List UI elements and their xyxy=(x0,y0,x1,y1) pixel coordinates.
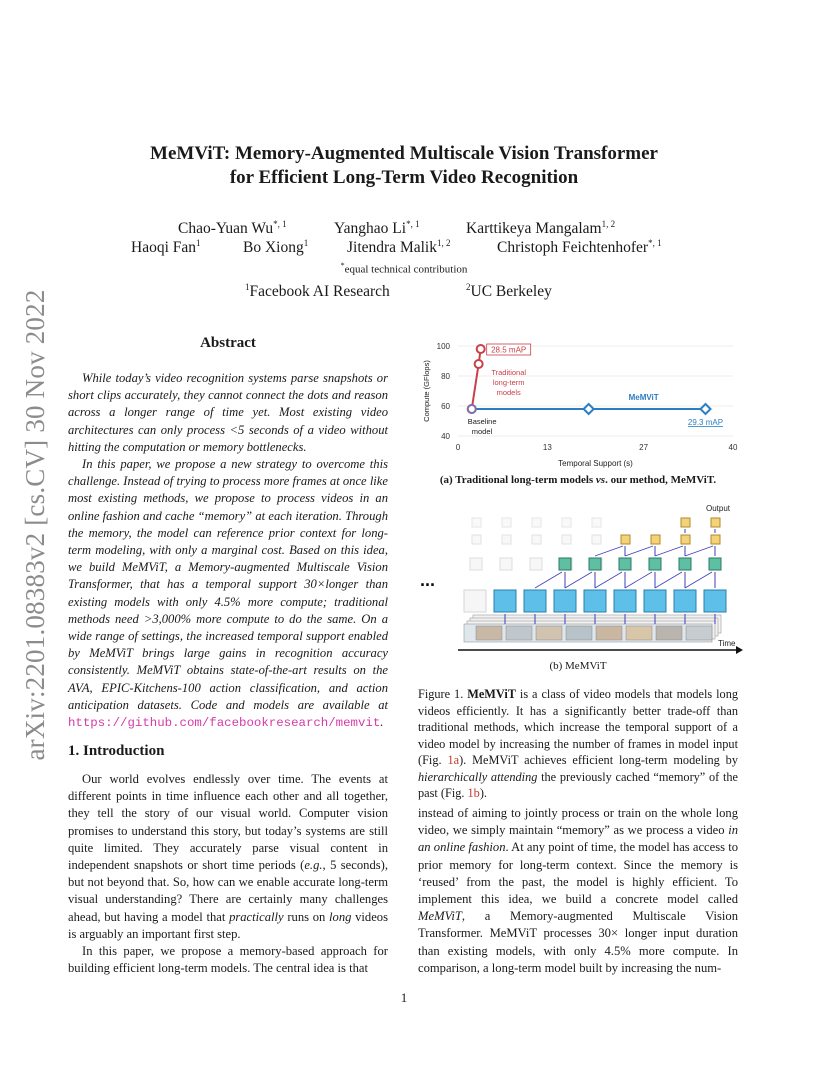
current-token-bottom xyxy=(494,590,516,612)
memory-attention-arrow xyxy=(685,572,712,588)
author-mangalam: Karttikeya Mangalam$^{1, 2}$ xyxy=(466,219,616,238)
mid-level-token xyxy=(649,558,661,570)
memory-token-top xyxy=(532,518,541,527)
introduction-heading: 1. Introduction xyxy=(68,743,165,759)
baseline-label: Baseline xyxy=(467,417,497,426)
current-token-bottom xyxy=(674,590,696,612)
author-li: Yanghao $Li^{*, 1}$ xyxy=(334,219,420,238)
video-frame-thumbnail xyxy=(536,626,562,640)
right-column-body xyxy=(418,805,738,977)
affiliation-berkeley: $^2$UC Berkeley xyxy=(466,282,552,301)
memory-token-top xyxy=(562,518,571,527)
x-tick-label: 27 xyxy=(639,443,649,452)
current-token-bottom xyxy=(554,590,576,612)
current-token-bottom xyxy=(704,590,726,612)
figure-1b-caption: (b) MeMViT xyxy=(549,660,607,672)
paper-title xyxy=(90,142,718,190)
memory-token-top xyxy=(502,518,511,527)
time-axis-arrowhead xyxy=(736,646,743,654)
abstract-body xyxy=(68,370,388,732)
memory-token-mid xyxy=(470,558,482,570)
video-frame-thumbnail xyxy=(506,626,532,640)
mid-level-token xyxy=(619,558,631,570)
memory-attention-arrow xyxy=(625,572,652,588)
current-token-bottom xyxy=(644,590,666,612)
output-token xyxy=(681,518,690,527)
baseline-point xyxy=(468,405,476,413)
equal-contribution-note: *equal technical contribution xyxy=(340,261,468,276)
y-tick-label: 80 xyxy=(441,372,450,381)
author-feichtenhofer: Christoph Feichtenhofer$^{*, 1}$ xyxy=(497,238,662,257)
mid-level-token xyxy=(559,558,571,570)
page-number: 1 xyxy=(400,990,408,1005)
traditional-models-label: models xyxy=(496,388,521,397)
x-tick-label: 0 xyxy=(455,443,461,452)
memory-token-top xyxy=(472,535,481,544)
arxiv-identifier: arXiv:2201.08383v2 [cs.CV] 30 Nov 2022 xyxy=(20,289,50,761)
output-token xyxy=(711,518,720,527)
abstract-paragraph-2: In this paper, we propose a new strategy to overcome this challenge. Instead of trying to process more frames at once like most existing methods, we propose to process videos in an online fashion and cache “memory” at each iteration. Through the memory, the model can reference prior context for long-term modeling, with only a marginal cost. Based on this idea, we build MeMViT, a Memory-augmented Multiscale Vision Transformer, that has a temporal support 30×longer than existing models with only 4.5% more compute; traditional methods need >3,000% more compute to do the same. On a wide range of settings, the increased temporal support enabled by MeMViT brings large gains in recognition accuracy consistently. MeMViT obtains state-of-the-art results on the AVA, EPIC-Kitchens-100 action classification, and action anticipation datasets. Code and models are available at https://github.com/facebookresearch/memvit. xyxy=(68,457,388,731)
output-label: Output xyxy=(705,504,731,513)
baseline-label: model xyxy=(471,427,493,436)
memory-token-bottom xyxy=(464,590,486,612)
traditional-point xyxy=(477,345,485,353)
memvit-point xyxy=(701,404,711,414)
video-frame-thumbnail xyxy=(596,626,622,640)
title-line-2: for Efficient Long-Term Video Recognition xyxy=(229,167,579,188)
traditional-models-label: Traditional xyxy=(491,368,527,377)
figure-1a-caption: (a) Traditional long-term models vs. our method, MeMViT. xyxy=(439,474,717,486)
x-tick-label: 40 xyxy=(728,443,738,452)
current-token-bottom xyxy=(584,590,606,612)
memory-token-top xyxy=(502,535,511,544)
video-frame-thumbnail xyxy=(626,626,652,640)
title-line-1: MeMViT: Memory-Augmented Multiscale Vision Transformer xyxy=(150,143,658,164)
video-frame-thumbnail xyxy=(656,626,682,640)
figure-1-caption: Figure 1. MeMViT is a class of video models that models long videos efficiently. It has a significantly better trade-off than traditional methods, which increase the temporal support of a video model by increasing the number of frames in model input (Fig. 1a). MeMViT achieves efficient long-term modeling by hierarchically attending the previously cached “memory” of the past (Fig. 1b). xyxy=(418,687,738,800)
top-level-token xyxy=(711,535,720,544)
memory-token-top xyxy=(592,535,601,544)
memory-token-top xyxy=(592,518,601,527)
memory-attention-arrow xyxy=(595,546,623,556)
memory-attention-arrow xyxy=(625,546,653,556)
author-wu: Chao-Yuan $Wu^{*, 1}$ xyxy=(178,219,287,238)
memvit-map-label: 29.3 mAP xyxy=(687,418,724,427)
current-token-bottom xyxy=(524,590,546,612)
top-level-token xyxy=(651,535,660,544)
traditional-series-line xyxy=(472,349,481,409)
memory-attention-arrow xyxy=(565,572,592,588)
video-frame-thumbnail xyxy=(476,626,502,640)
memory-attention-arrow xyxy=(595,572,622,588)
memory-token-mid xyxy=(500,558,512,570)
memory-attention-arrow xyxy=(535,572,562,588)
intro-paragraph-2: In this paper, we propose a memory-based approach for building efficient long-term models. The central idea is that xyxy=(68,944,388,976)
mid-level-token xyxy=(709,558,721,570)
video-frame-thumbnail xyxy=(686,626,712,640)
traditional-point xyxy=(475,360,483,368)
figure-ref-1a[interactable]: 1a xyxy=(447,753,460,767)
memory-attention-arrow xyxy=(685,546,713,556)
top-level-token xyxy=(681,535,690,544)
mid-level-token xyxy=(679,558,691,570)
affiliation-fair: $^1$Facebook AI Research xyxy=(245,282,390,301)
x-tick-label: 13 xyxy=(542,443,552,452)
author-xiong: Bo Xiong$^1$ xyxy=(243,238,309,257)
memvit-series-label: MeMViT xyxy=(628,393,659,402)
y-axis-label: Compute (GFlops) xyxy=(422,360,431,422)
memory-token-top xyxy=(532,535,541,544)
code-link[interactable]: https://github.com/facebookresearch/memvit xyxy=(68,716,381,731)
memory-token-top xyxy=(472,518,481,527)
right-paragraph-1: instead of aiming to jointly process or train on the whole long video, we simply maintain “memory” as we process a video in an online fashion. At any point of time, the model has access to prior memory for long-term context. Since the memory is ‘reused’ from the past, the model is highly efficient. To implement this idea, we build a concrete model called MeMViT, a Memory-augmented Multiscale Vision Transformer. MeMViT processes 30× longer input duration than existing models, with only 4.5% more compute. In comparison, a long-term model built by increasing the num- xyxy=(418,806,738,975)
memory-token-top xyxy=(562,535,571,544)
mid-level-token xyxy=(589,558,601,570)
memory-attention-arrow xyxy=(655,572,682,588)
memvit-point xyxy=(584,404,594,414)
figure-1a-chart xyxy=(420,336,750,471)
x-axis-label: Temporal Support (s) xyxy=(558,459,633,468)
author-malik: Jitendra Malik$^{1, 2}$ xyxy=(347,238,451,257)
ellipsis: ... xyxy=(420,570,436,590)
abstract-heading: Abstract xyxy=(200,335,256,351)
y-tick-label: 40 xyxy=(441,432,450,441)
figure-1b-diagram xyxy=(418,498,743,658)
y-tick-label: 60 xyxy=(441,402,450,411)
top-level-token xyxy=(621,535,630,544)
memory-token-mid xyxy=(530,558,542,570)
traditional-map-label: 28.5 mAP xyxy=(491,345,527,355)
introduction-body xyxy=(68,771,388,977)
time-label: Time xyxy=(718,639,736,648)
author-fan: Haoqi Fan$^1$ xyxy=(131,238,201,257)
video-frame-thumbnail xyxy=(566,626,592,640)
y-tick-label: 100 xyxy=(436,342,450,351)
figure-ref-1b[interactable]: 1b xyxy=(467,786,480,800)
traditional-models-label: long-term xyxy=(492,378,525,387)
memory-attention-arrow xyxy=(655,546,683,556)
abstract-paragraph-1: While today’s video recognition systems parse snapshots or short clips accurately, they cannot connect the dots and reason across a longer range of time yet. Most existing video architectures can only process <5 seconds of a video without hitting the computation or memory bottlenecks. xyxy=(68,371,388,454)
current-token-bottom xyxy=(614,590,636,612)
intro-paragraph-1: Our world evolves endlessly over time. The events at different points in time influence each other and all together, they tell the story of our visual world. Computer vision promises to understand this story, but today’s systems are still quite limited. They accurately parse visual content in independent snapshots or short time periods (e.g., 5 seconds), but not beyond that. So, how can we enable accurate long-term visual understanding? There are certainly many challenges ahead, but having a model that practically runs on long videos is arguably an important first step. xyxy=(68,772,389,941)
